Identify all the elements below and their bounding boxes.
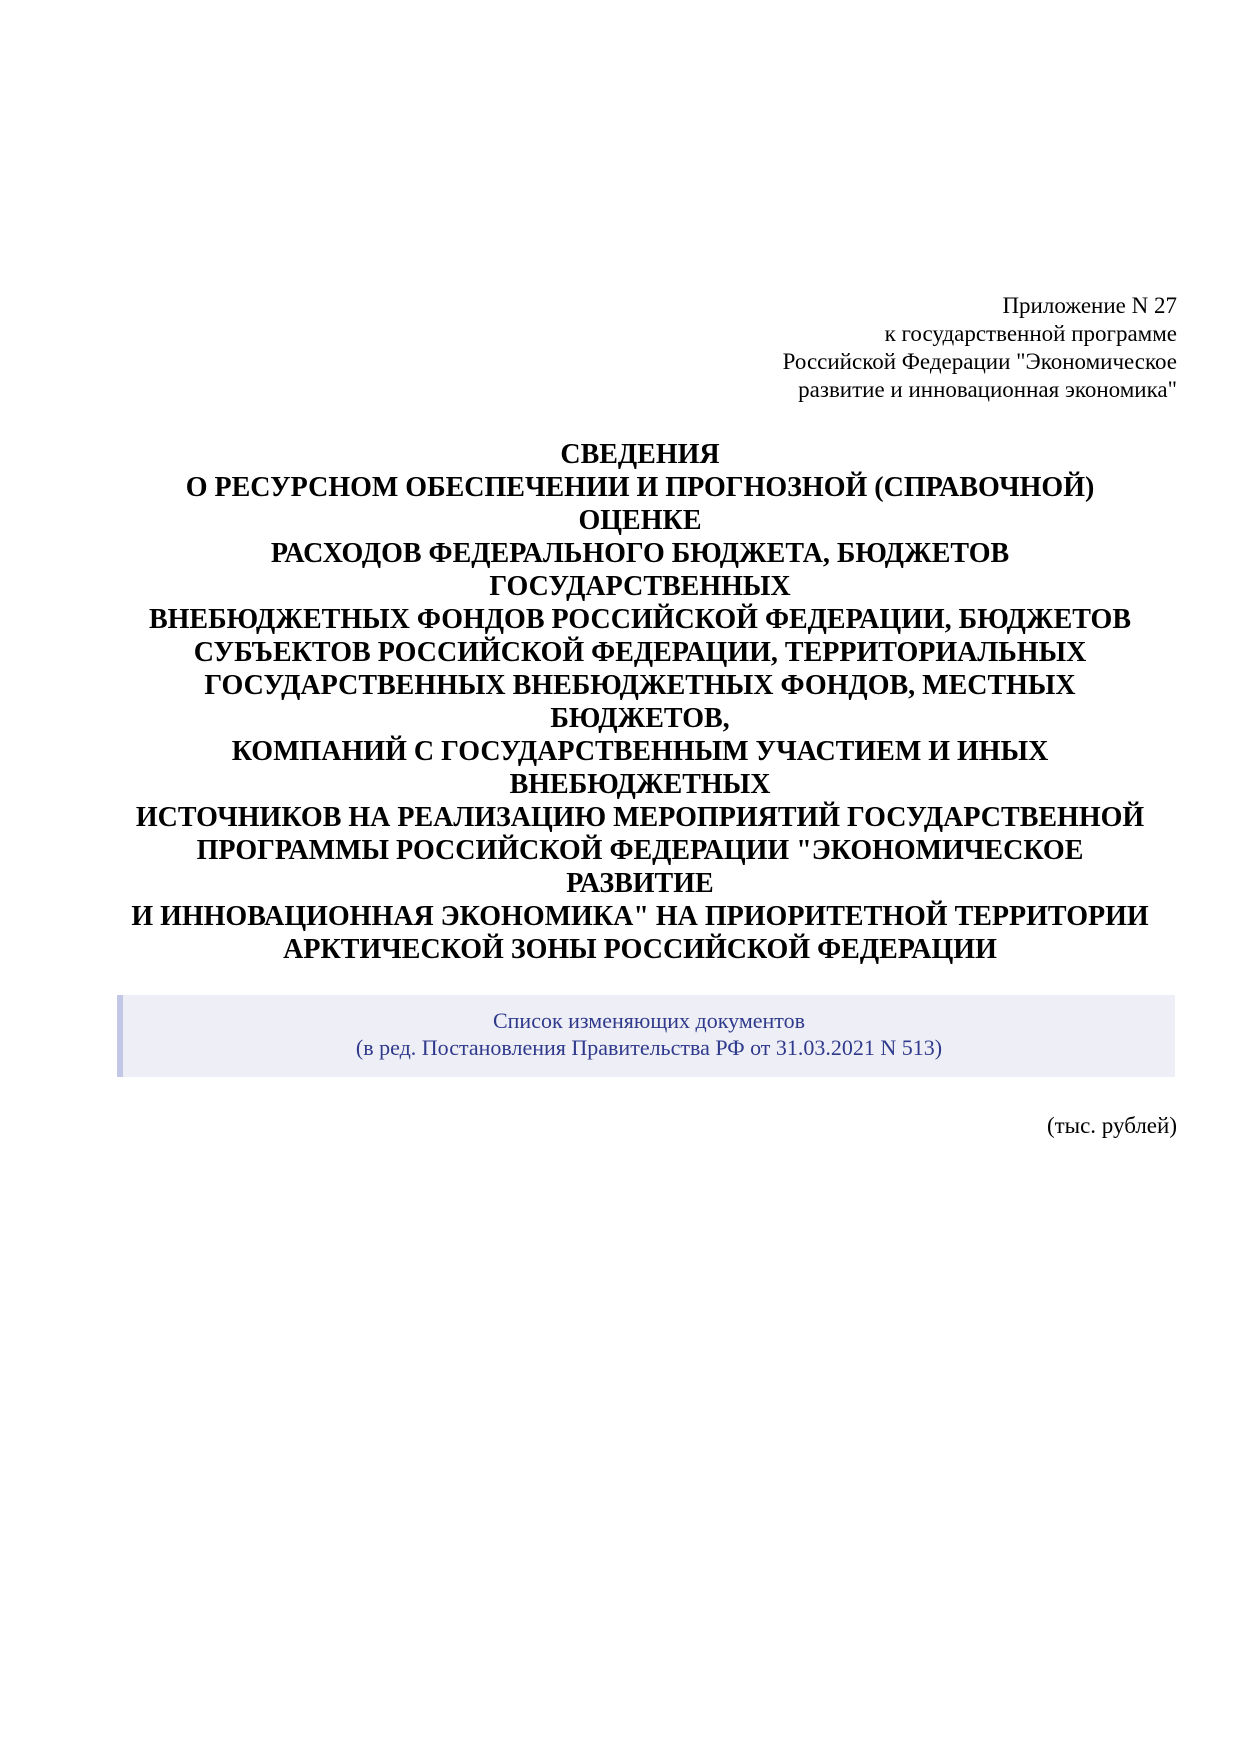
- appendix-reference: [617, 292, 1177, 404]
- amending-document-reference[interactable]: (в ред. Постановления Правительства РФ от 31.03.2021 N 513): [355, 1035, 943, 1060]
- units-note: (тыс. рублей): [1046, 1113, 1177, 1138]
- title-line: ИСТОЧНИКОВ НА РЕАЛИЗАЦИЮ МЕРОПРИЯТИЙ ГОСУДАРСТВЕННОЙ: [135, 802, 1145, 833]
- appendix-line: Российской Федерации "Экономическое: [782, 349, 1177, 374]
- title-line: СУБЪЕКТОВ РОССИЙСКОЙ ФЕДЕРАЦИИ, ТЕРРИТОРИАЛЬНЫХ: [193, 637, 1087, 668]
- title-line: АРКТИЧЕСКОЙ ЗОНЫ РОССИЙСКОЙ ФЕДЕРАЦИИ: [283, 934, 997, 965]
- appendix-line: к государственной программе: [884, 321, 1177, 346]
- title-line: И ИННОВАЦИОННАЯ ЭКОНОМИКА" НА ПРИОРИТЕТНОЙ ТЕРРИТОРИИ: [131, 901, 1149, 932]
- amending-documents-heading: Список изменяющих документов: [492, 1008, 805, 1033]
- title-line: ГОСУДАРСТВЕННЫХ ВНЕБЮДЖЕТНЫХ ФОНДОВ, МЕСТНЫХ: [204, 670, 1076, 701]
- title-line: ВНЕБЮДЖЕТНЫХ ФОНДОВ РОССИЙСКОЙ ФЕДЕРАЦИИ, БЮДЖЕТОВ: [148, 604, 1132, 635]
- document-title: [100, 438, 1180, 966]
- title-line: БЮДЖЕТОВ,: [550, 703, 730, 734]
- title-line: ГОСУДАРСТВЕННЫХ: [489, 571, 791, 602]
- title-line: РАСХОДОВ ФЕДЕРАЛЬНОГО БЮДЖЕТА, БЮДЖЕТОВ: [270, 538, 1010, 569]
- title-line: ПРОГРАММЫ РОССИЙСКОЙ ФЕДЕРАЦИИ "ЭКОНОМИЧЕСКОЕ: [196, 835, 1084, 866]
- title-line: ОЦЕНКЕ: [578, 505, 702, 536]
- title-line: СВЕДЕНИЯ: [560, 439, 720, 470]
- amending-documents-box: [117, 995, 1175, 1077]
- appendix-line: развитие и инновационная экономика": [798, 377, 1177, 402]
- appendix-line: Приложение N 27: [1002, 293, 1177, 318]
- title-line: О РЕСУРСНОМ ОБЕСПЕЧЕНИИ И ПРОГНОЗНОЙ (СПРАВОЧНОЙ): [185, 472, 1095, 503]
- title-line: РАЗВИТИЕ: [566, 868, 714, 899]
- title-line: ВНЕБЮДЖЕТНЫХ: [509, 769, 771, 800]
- title-line: КОМПАНИЙ С ГОСУДАРСТВЕННЫМ УЧАСТИЕМ И ИНЫХ: [231, 736, 1049, 767]
